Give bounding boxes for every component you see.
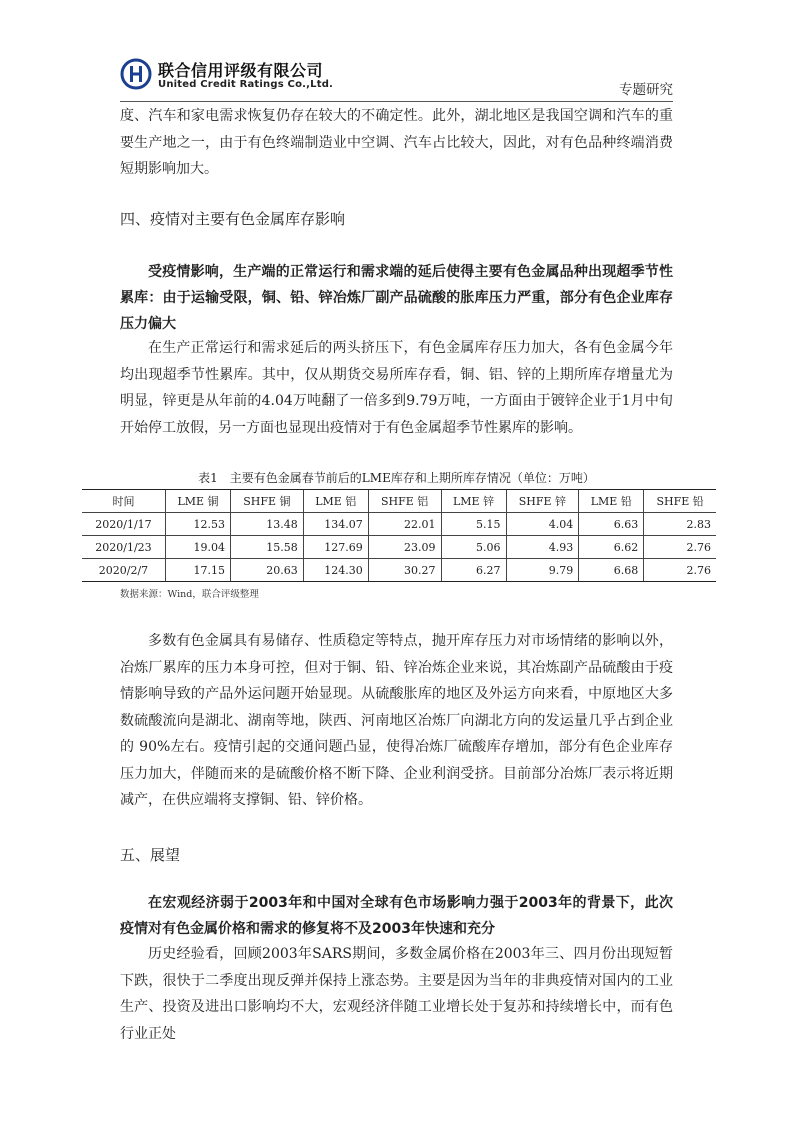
table-cell: 4.04 <box>506 513 579 536</box>
section-heading-4: 四、疫情对主要有色金属库存影响 <box>120 210 346 228</box>
section-label: 专题研究 <box>619 82 673 98</box>
inventory-table <box>82 489 716 582</box>
section-4-paragraph-1: 在生产正常运行和需求延后的两头挤压下，有色金属库存压力加大，各有色金属今年均出现超季节性累库。其中，仅从期货交易所库存看，铜、铝、锌的上期所库存增量尤为明显，锌更是从年前的4.04万吨翻了一倍多到9.79万吨，一方面由于镀锌企业于1月中旬开始停工放假，另一方面也显现出疫情对于有色金属超季节性累库的影响。 <box>120 340 673 436</box>
table-row <box>82 536 716 559</box>
table-cell: 124.30 <box>303 559 368 582</box>
section-4-lead: 受疫情影响，生产端的正常运行和需求端的延后使得主要有色金属品种出现超季节性累库：由于运输受限，铜、铅、锌冶炼厂副产品硫酸的胀库压力严重，部分有色企业库存压力偏大 <box>120 264 673 332</box>
table-cell: 127.69 <box>303 536 368 559</box>
table-cell: 23.09 <box>368 536 441 559</box>
table-cell: 5.15 <box>441 513 506 536</box>
col-header: LME 锌 <box>441 490 506 513</box>
table-cell: 13.48 <box>231 513 304 536</box>
table-cell: 2020/2/7 <box>82 559 165 582</box>
section-5-paragraph-1: 历史经验看，回顾2003年SARS期间，多数金属价格在2003年三、四月份出现短暂下跌，很快于二季度出现反弹并保持上涨态势。主要是因为当年的非典疫情对国内的工业生产、投资及进出口影响均不大，宏观经济伴随工业增长处于复苏和持续增长中，而有色行业正处 <box>120 946 673 1042</box>
header-divider <box>120 101 673 102</box>
table-cell: 20.63 <box>231 559 304 582</box>
page-header <box>120 56 673 100</box>
table-cell: 9.79 <box>506 559 579 582</box>
table-cell: 17.15 <box>165 559 230 582</box>
table-cell: 6.62 <box>579 536 644 559</box>
col-header: SHFE 铜 <box>231 490 304 513</box>
table-cell: 6.68 <box>579 559 644 582</box>
table-cell: 134.07 <box>303 513 368 536</box>
table-cell: 2020/1/17 <box>82 513 165 536</box>
col-header: LME 铅 <box>579 490 644 513</box>
table-cell: 30.27 <box>368 559 441 582</box>
table-cell: 15.58 <box>231 536 304 559</box>
company-name-cn: 联合信用评级有限公司 <box>158 61 324 80</box>
col-header: 时间 <box>82 490 165 513</box>
table-cell: 12.53 <box>165 513 230 536</box>
table-cell: 6.63 <box>579 513 644 536</box>
table-cell: 22.01 <box>368 513 441 536</box>
section-4-paragraph-2: 多数有色金属具有易储存、性质稳定等特点，抛开库存压力对市场情绪的影响以外，冶炼厂累库的压力本身可控，但对于铜、铅、锌冶炼企业来说，其冶炼副产品硫酸由于疫情影响导致的产品外运问题开始显现。从硫酸胀库的地区及外运方向来看，中原地区大多数硫酸流向是湖北、湖南等地，陕西、河南地区冶炼厂向湖北方向的发运量几乎占到企业的 90%左右。疫情引起的交通问题凸显，使得冶炼厂硫酸库存增加，部分有色企业库存压力加大，伴随而来的是硫酸价格不断下降、企业利润受挤。目前部分冶炼厂表示将近期减产，在供应端将支撑铜、铅、锌价格。 <box>120 633 673 808</box>
col-header: SHFE 铅 <box>644 490 716 513</box>
paragraph-continued: 度、汽车和家电需求恢复仍存在较大的不确定性。此外，湖北地区是我国空调和汽车的重要生产地之一，由于有色终端制造业中空调、汽车占比较大，因此，对有色品种终端消费短期影响加大。 <box>120 108 673 177</box>
section-heading-5: 五、展望 <box>120 846 181 864</box>
table-row <box>82 559 716 582</box>
col-header: SHFE 铝 <box>368 490 441 513</box>
company-name-en: United Credit Ratings Co.,Ltd. <box>158 79 334 90</box>
table-cell: 2.83 <box>644 513 716 536</box>
table-cell: 5.06 <box>441 536 506 559</box>
company-logo-icon <box>120 58 152 90</box>
table-row <box>82 513 716 536</box>
table-cell: 2.76 <box>644 559 716 582</box>
col-header: SHFE 锌 <box>506 490 579 513</box>
table-cell: 2020/1/23 <box>82 536 165 559</box>
col-header: LME 铝 <box>303 490 368 513</box>
table-cell: 6.27 <box>441 559 506 582</box>
col-header: LME 铜 <box>165 490 230 513</box>
table-cell: 19.04 <box>165 536 230 559</box>
table-caption: 表1 主要有色金属春节前后的LME库存和上期所库存情况（单位：万吨） <box>198 471 595 485</box>
table-cell: 4.93 <box>506 536 579 559</box>
table-source-note: 数据来源：Wind，联合评级整理 <box>120 589 259 600</box>
table-cell: 2.76 <box>644 536 716 559</box>
table-header-row <box>82 490 716 513</box>
section-5-lead: 在宏观经济弱于2003年和中国对全球有色市场影响力强于2003年的背景下，此次疫情对有色金属价格和需求的修复将不及2003年快速和充分 <box>120 895 673 937</box>
